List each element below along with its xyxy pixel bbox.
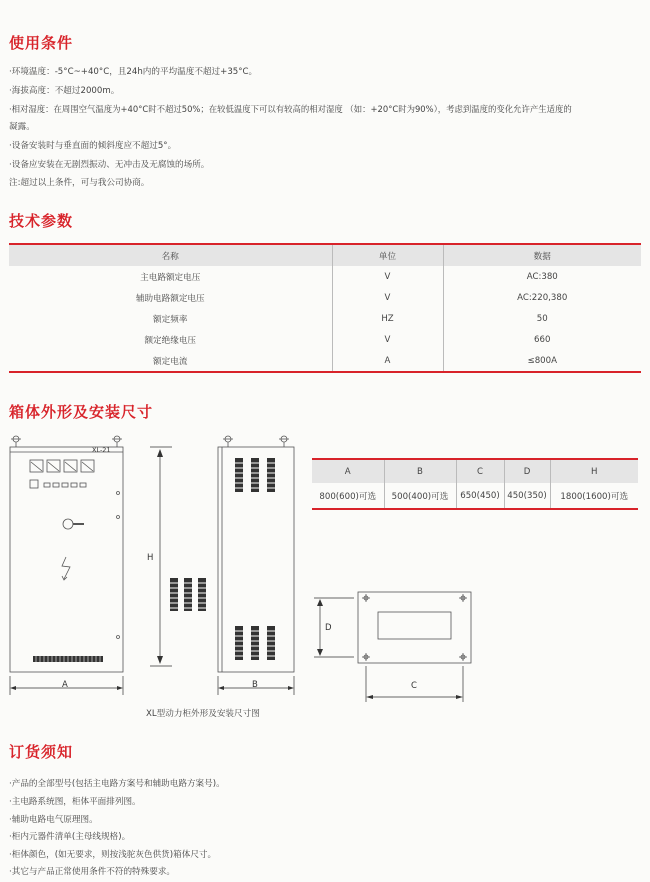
table-row bbox=[312, 483, 638, 509]
param-unit: HZ bbox=[332, 308, 443, 329]
table-row bbox=[9, 308, 641, 329]
dim-d-label: D bbox=[325, 623, 332, 633]
dim-value-a: 800(600)可选 bbox=[312, 483, 384, 509]
ordering-line: ·其它与产品正常使用条件不符的特殊要求。 bbox=[9, 867, 176, 877]
dimensions-table bbox=[312, 458, 638, 510]
param-value: AC:220,380 bbox=[443, 287, 641, 308]
param-value: 660 bbox=[443, 329, 641, 350]
param-unit: V bbox=[332, 287, 443, 308]
section-title-conditions: 使用条件 bbox=[9, 34, 74, 52]
condition-line: ·环境温度：-5°C~+40°C，且24h内的平均温度不超过+35°C。 bbox=[9, 67, 258, 77]
param-value: AC:380 bbox=[443, 266, 641, 287]
params-header-row bbox=[9, 244, 641, 266]
dim-value-b: 500(400)可选 bbox=[384, 483, 456, 509]
dim-header-h: H bbox=[550, 459, 638, 483]
dim-h-label: H bbox=[147, 553, 154, 563]
dim-header-c: C bbox=[456, 459, 504, 483]
param-unit: V bbox=[332, 329, 443, 350]
dim-header-a: A bbox=[312, 459, 384, 483]
cabinet-label: XL-21 bbox=[92, 446, 111, 454]
dim-value-d: 450(350) bbox=[504, 483, 550, 509]
table-row bbox=[9, 266, 641, 287]
params-header-value: 数据 bbox=[443, 244, 641, 266]
param-name: 辅助电路额定电压 bbox=[135, 293, 205, 304]
param-value: 50 bbox=[443, 308, 641, 329]
plan-outline bbox=[358, 592, 471, 663]
dim-b-label: B bbox=[252, 680, 258, 690]
table-row bbox=[9, 287, 641, 308]
plan-view-drawing bbox=[310, 580, 490, 705]
condition-line: 凝露。 bbox=[9, 122, 35, 132]
param-value: ≤800A bbox=[443, 350, 641, 372]
dim-header-b: B bbox=[384, 459, 456, 483]
condition-note: 注:超过以上条件，可与我公司协商。 bbox=[9, 178, 150, 188]
param-name: 额定频率 bbox=[153, 314, 188, 325]
cabinet-drawing bbox=[0, 420, 310, 705]
condition-line: ·海拔高度：不超过2000m。 bbox=[9, 86, 120, 96]
param-name: 额定绝缘电压 bbox=[144, 335, 197, 346]
condition-line: ·设备应安装在无剧烈振动、无冲击及无腐蚀的场所。 bbox=[9, 160, 210, 170]
param-unit: A bbox=[332, 350, 443, 372]
param-unit: V bbox=[332, 266, 443, 287]
ordering-line: ·主电路系统图，柜体平面排列图。 bbox=[9, 797, 141, 807]
section-title-dimensions: 箱体外形及安装尺寸 bbox=[9, 403, 154, 421]
params-table bbox=[9, 243, 641, 373]
ordering-line: ·柜体颜色，(如无要求，则按浅驼灰色供货)箱体尺寸。 bbox=[9, 850, 217, 860]
dim-value-c: 650(450) bbox=[456, 483, 504, 509]
drawing-caption: XL型动力柜外形及安装尺寸图 bbox=[146, 709, 260, 719]
section-title-ordering: 订货须知 bbox=[9, 743, 74, 761]
condition-line: ·设备安装时与垂直面的倾斜度应不超过5°。 bbox=[9, 141, 177, 151]
ordering-line: ·柜内元器件清单(主母线规格)。 bbox=[9, 832, 131, 842]
dimensions-header-row bbox=[312, 459, 638, 483]
dim-header-d: D bbox=[504, 459, 550, 483]
dim-value-h: 1800(1600)可选 bbox=[550, 483, 638, 509]
section-title-params: 技术参数 bbox=[9, 212, 74, 230]
table-row bbox=[9, 329, 641, 350]
param-name: 额定电流 bbox=[9, 350, 332, 372]
ordering-line: ·产品的全部型号(包括主电路方案号和辅助电路方案号)。 bbox=[9, 779, 225, 789]
condition-line: ·相对湿度：在周围空气温度为+40°C时不超过50%；在较低温度下可以有较高的相对湿度 （如：+20°C时为90%），考虑到温度的变化允许产生适度的 bbox=[9, 104, 572, 114]
params-header-unit: 单位 bbox=[332, 244, 443, 266]
params-header-name: 名称 bbox=[9, 244, 332, 266]
param-name: 主电路额定电压 bbox=[140, 272, 201, 283]
front-cabinet-outline bbox=[10, 447, 123, 672]
dim-c-label: C bbox=[411, 681, 417, 691]
dim-a-label: A bbox=[62, 680, 68, 690]
ordering-line: ·辅助电路电气原理图。 bbox=[9, 815, 98, 825]
table-row bbox=[9, 350, 641, 372]
